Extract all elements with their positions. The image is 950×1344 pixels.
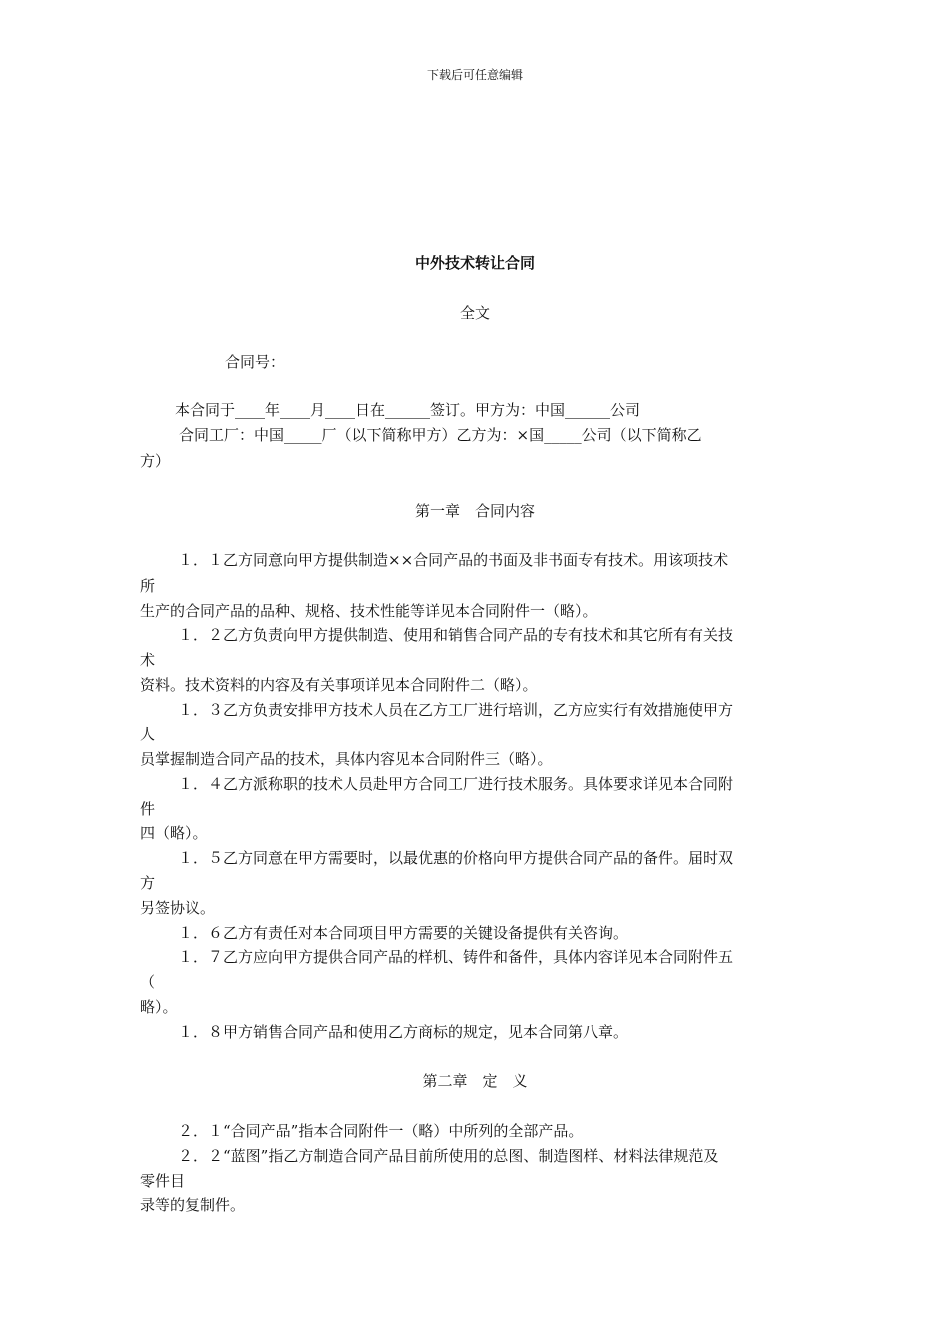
clause-line: 件: [140, 800, 156, 818]
chapter-2-heading: 第二章 定 义: [422, 1072, 528, 1090]
clause-line: １．３乙方负责安排甲方技术人员在乙方工厂进行培训，乙方应实行有效措施使甲方: [178, 701, 734, 719]
clause-line: １．８甲方销售合同产品和使用乙方商标的规定，见本合同第八章。: [178, 1023, 629, 1041]
clause-line: １．１乙方同意向甲方提供制造××合同产品的书面及非书面专有技术。用该项技术: [178, 551, 729, 569]
preamble-line: 合同工厂：中国_____厂（以下简称甲方）乙方为：×国_____公司（以下简称乙: [179, 426, 702, 444]
clause-line: 零件目: [140, 1172, 186, 1190]
clause-line: 四（略）。: [140, 824, 208, 842]
clause-line: （: [140, 973, 156, 991]
clause-line: 员掌握制造合同产品的技术，具体内容见本合同附件三（略）。: [140, 750, 553, 768]
clause-line: １．２乙方负责向甲方提供制造、使用和销售合同产品的专有技术和其它所有有关技: [178, 626, 734, 644]
clause-line: 录等的复制件。: [140, 1196, 246, 1214]
header-note: 下载后可任意编辑: [426, 68, 523, 82]
clause-line: １．４乙方派称职的技术人员赴甲方合同工厂进行技术服务。具体要求详见本合同附: [178, 775, 734, 793]
clause-line: 资料。技术资料的内容及有关事项详见本合同附件二（略）。: [140, 676, 538, 694]
clause-line: 所: [140, 577, 156, 595]
clause-line: 人: [140, 725, 156, 743]
document-subtitle: 全文: [459, 304, 490, 322]
clause-line: 略）。: [140, 998, 178, 1016]
clause-line: ２．１“合同产品”指本合同附件一（略）中所列的全部产品。: [178, 1122, 584, 1140]
contract-number-label: 合同号：: [225, 353, 286, 371]
clause-line: １．７乙方应向甲方提供合同产品的样机、铸件和备件，具体内容详见本合同附件五: [178, 948, 734, 966]
clause-line: 生产的合同产品的品种、规格、技术性能等详见本合同附件一（略）。: [140, 602, 598, 620]
preamble-line: 本合同于____年____月____日在______签订。甲方为：中国______公司: [175, 401, 641, 419]
clause-line: 方: [140, 874, 156, 892]
clause-line: 另签协议。: [140, 899, 216, 917]
clause-line: 术: [140, 651, 156, 669]
clause-line: １．５乙方同意在甲方需要时，以最优惠的价格向甲方提供合同产品的备件。届时双: [178, 849, 734, 867]
clause-line: ２．２“蓝图”指乙方制造合同产品目前所使用的总图、制造图样、材料法律规范及: [178, 1147, 719, 1165]
preamble-line: 方）: [140, 452, 171, 470]
clause-line: １．６乙方有责任对本合同项目甲方需要的关键设备提供有关咨询。: [178, 924, 629, 942]
chapter-1-heading: 第一章 合同内容: [414, 502, 535, 520]
document-title: 中外技术转让合同: [414, 254, 535, 272]
